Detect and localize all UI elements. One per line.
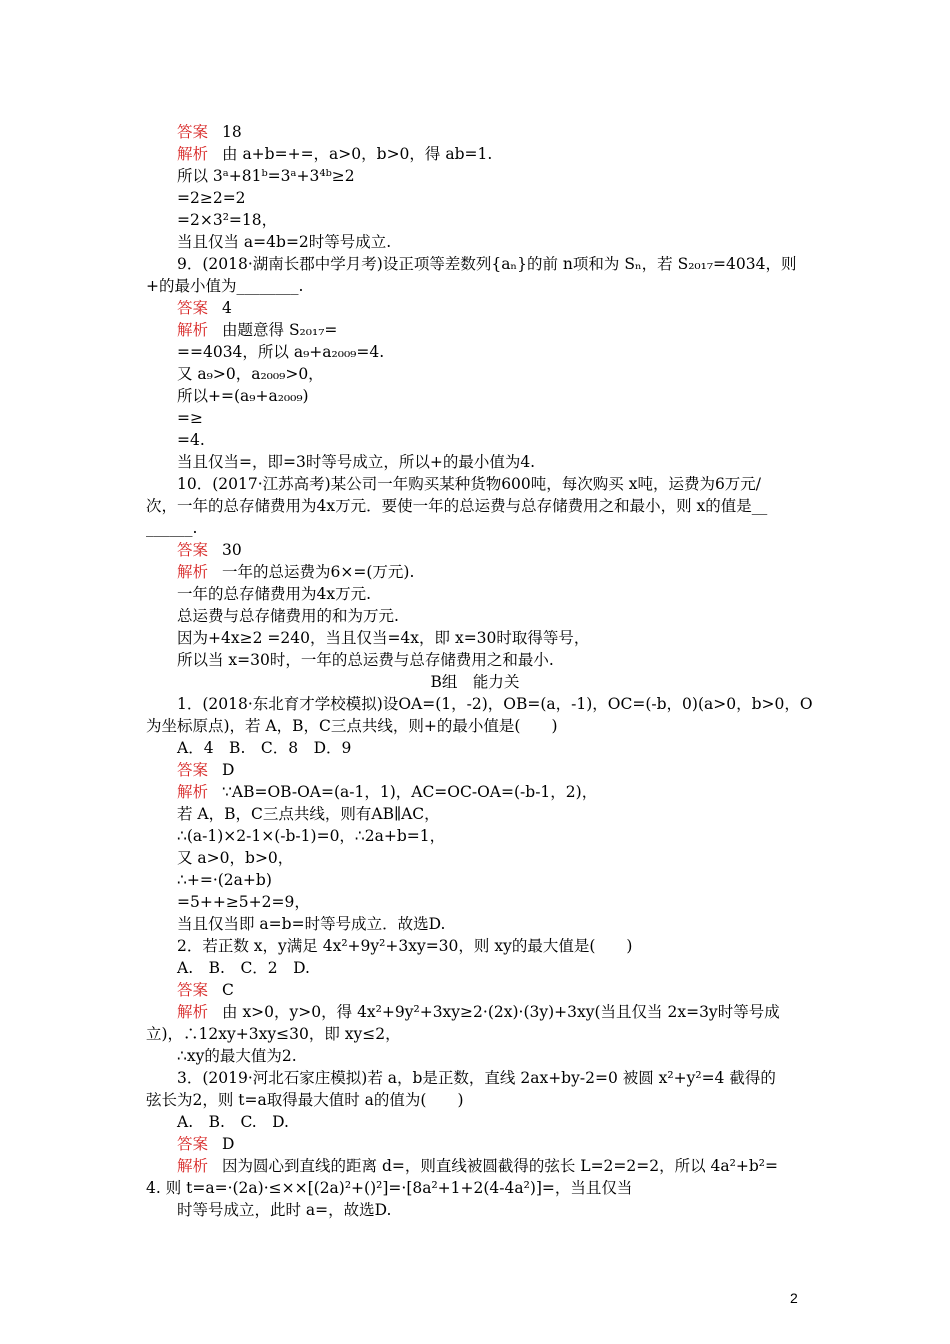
answer-label: 答案: [177, 123, 209, 141]
answer-text: 4: [222, 299, 232, 317]
answer-line: [177, 1133, 841, 1155]
options-line: A. B. C. D.: [177, 1113, 289, 1131]
text-line: 总运费与总存储费用的和为万元.: [177, 607, 399, 625]
text-line: 当且仅当=，即=3时等号成立，所以+的最小值为4.: [177, 453, 536, 471]
answer-label: 答案: [177, 299, 209, 317]
answer-text: D: [222, 1135, 235, 1153]
text-line: 因为+4x≥2 =240，当且仅当=4x，即 x=30时取得等号，: [177, 629, 590, 647]
analysis-line: [177, 319, 841, 341]
analysis-line: [177, 561, 841, 583]
text-line: =5++≥5+2=9，: [177, 893, 310, 911]
question-10: 10．(2017·江苏高考)某公司一年购买某种货物600吨，每次购买 x吨，运费为6万元/: [177, 475, 762, 493]
analysis-line: [177, 1155, 841, 1177]
analysis-text: 一年的总运费为6×=(万元).: [222, 563, 415, 581]
answer-label: 答案: [177, 1135, 209, 1153]
question-b2: 2．若正数 x，y满足 4x²+9y²+3xy=30，则 xy的最大值是( ): [177, 937, 633, 955]
text-line: ==4034，所以 a₉+a₂₀₀₉=4.: [177, 343, 385, 361]
analysis-line: [177, 143, 841, 165]
answer-line: [177, 759, 841, 781]
answer-text: D: [222, 761, 235, 779]
text-line: 所以+=(a₉+a₂₀₀₉): [177, 387, 309, 405]
text-line: 当且仅当 a=4b=2时等号成立.: [177, 233, 392, 251]
text-line: 弦长为2，则 t=a取得最大值时 a的值为( ): [146, 1091, 464, 1109]
text-line: 又 a>0，b>0，: [177, 849, 294, 867]
options-line: A. B. C．2 D.: [177, 959, 310, 977]
text-line: +的最小值为________.: [146, 277, 304, 295]
text-line: ∴+=·(2a+b): [177, 871, 272, 889]
answer-line: [177, 121, 841, 143]
answer-label: 答案: [177, 761, 209, 779]
answer-text: 30: [222, 541, 242, 559]
analysis-label: 解析: [177, 783, 209, 801]
text-line: =2×3²=18，: [177, 211, 278, 229]
options-line: A．4 B. C．8 D．9: [177, 739, 352, 757]
answer-line: [177, 297, 841, 319]
question-b3: 3．(2019·河北石家庄模拟)若 a，b是正数，直线 2ax+by-2=0 被圆 x²+y²=4 截得的: [177, 1069, 776, 1087]
text-line: 次，一年的总存储费用为4x万元．要使一年的总运费与总存储费用之和最小，则 x的值是__: [146, 497, 768, 515]
text-line: ∴(a-1)×2-1×(-b-1)=0，∴2a+b=1，: [177, 827, 446, 845]
analysis-text: 由题意得 S₂₀₁₇=: [222, 321, 338, 339]
text-line: =2≥2=2: [177, 189, 246, 207]
section-heading: B组 能力关: [430, 673, 520, 691]
text-line: 所以 3ᵃ+81ᵇ=3ᵃ+3⁴ᵇ≥2: [177, 167, 355, 185]
answer-text: 18: [222, 123, 242, 141]
text-line: 若 A，B，C三点共线，则有AB∥AC，: [177, 805, 440, 823]
text-line: 所以当 x=30时，一年的总运费与总存储费用之和最小.: [177, 651, 554, 669]
analysis-text: ∵AB=OB-OA=(a-1，1)，AC=OC-OA=(-b-1，2)，: [222, 783, 598, 801]
text-line: 立)，∴12xy+3xy≤30，即 xy≤2，: [146, 1025, 401, 1043]
answer-label: 答案: [177, 981, 209, 999]
text-line: 又 a₉>0，a₂₀₀₉>0，: [177, 365, 324, 383]
text-line: =4.: [177, 431, 205, 449]
analysis-line: [177, 1001, 841, 1023]
text-line: 时等号成立，此时 a=，故选D.: [177, 1201, 392, 1219]
text-line: 一年的总存储费用为4x万元.: [177, 585, 372, 603]
analysis-label: 解析: [177, 563, 209, 581]
answer-line: [177, 539, 841, 561]
analysis-text: 由 x>0，y>0，得 4x²+9y²+3xy≥2·(2x)·(3y)+3xy(当且仅当 2x=3y时等号成: [222, 1003, 780, 1021]
text-line: ______.: [146, 519, 198, 537]
text-line: =≥: [177, 409, 203, 427]
analysis-label: 解析: [177, 1157, 209, 1175]
answer-line: [177, 979, 841, 1001]
analysis-label: 解析: [177, 321, 209, 339]
text-line: ∴xy的最大值为2.: [177, 1047, 297, 1065]
analysis-label: 解析: [177, 145, 209, 163]
text-line: 4. 则 t=a=·(2a)·≤××[(2a)²+()²]=·[8a²+1+2(4-4a²)]=，当且仅当: [146, 1179, 633, 1197]
answer-label: 答案: [177, 541, 209, 559]
analysis-line: [177, 781, 841, 803]
question-9: 9．(2018·湖南长郡中学月考)设正项等差数列{aₙ}的前 n项和为 Sₙ，若 S₂₀₁₇=4034，则: [177, 255, 797, 273]
text-line: 当且仅当即 a=b=时等号成立．故选D.: [177, 915, 446, 933]
question-b1: 1．(2018·东北育才学校模拟)设OA=(1，-2)，OB=(a，-1)，OC=(-b，0)(a>0，b>0，O: [177, 695, 813, 713]
text-line: 为坐标原点)，若 A，B，C三点共线，则+的最小值是( ): [146, 717, 558, 735]
page-number: 2: [790, 1290, 798, 1306]
answer-text: C: [222, 981, 234, 999]
analysis-text: 因为圆心到直线的距离 d=，则直线被圆截得的弦长 L=2=2=2，所以 4a²+b²=: [222, 1157, 778, 1175]
analysis-text: 由 a+b=+=，a>0，b>0，得 ab=1.: [222, 145, 493, 163]
analysis-label: 解析: [177, 1003, 209, 1021]
